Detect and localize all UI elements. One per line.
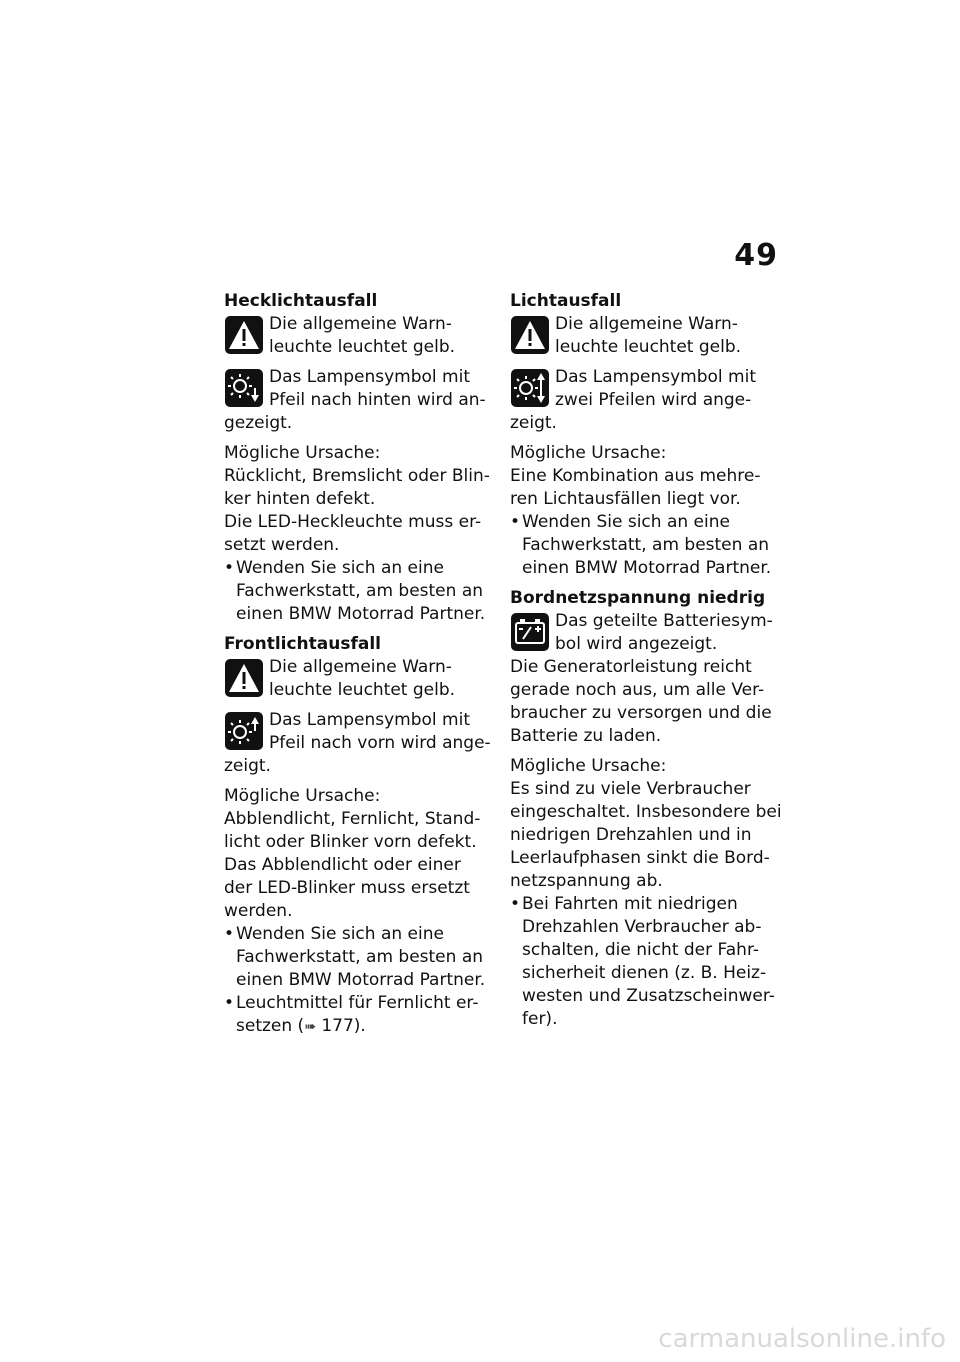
lamp-block <box>224 366 492 435</box>
lamp-arrow-rear-icon <box>225 369 263 407</box>
battery-split-icon <box>511 613 549 651</box>
description-text: Die Generatorleistung reicht gerade noch aus, um alle Ver-braucher zu versorgen und die Batterie zu laden. <box>510 657 772 746</box>
warning-triangle-icon <box>225 659 263 697</box>
section-title: Bordnetzspannung niedrig <box>510 588 766 608</box>
cause-text: Es sind zu viele Verbraucher eingeschaltet. Insbesondere bei niedrigen Drehzahlen und in Leerlaufphasen sinkt die Bord-netzspannung ab. <box>510 779 782 891</box>
cause-text: Eine Kombination aus mehre-ren Lichtausfällen liegt vor. <box>510 466 761 509</box>
note-text: Das Abblendlicht oder einer der LED-Blinker muss ersetzt werden. <box>224 855 470 921</box>
section-low-voltage <box>510 587 782 1031</box>
bullet-list <box>510 893 782 1031</box>
bullet-list <box>224 923 492 1039</box>
lamp-text: Das Lampensymbol mit Pfeil nach hinten wird an-gezeigt. <box>224 367 486 433</box>
warning-block <box>224 656 492 702</box>
lamp-text: Das Lampensymbol mit Pfeil nach vorn wird ange-zeigt. <box>224 710 491 776</box>
ref-prefix: Leuchtmittel für Fernlicht er-setzen ( <box>236 993 479 1036</box>
warning-text: Die allgemeine Warn-leuchte leuchtet gelb. <box>269 657 456 700</box>
battery-text: Das geteilte Batteriesym-bol wird angezeigt. <box>555 611 773 654</box>
cause-label: Mögliche Ursache: <box>224 443 381 463</box>
battery-block <box>510 610 782 656</box>
section-rear-light <box>224 290 492 626</box>
section-title: Lichtausfall <box>510 291 622 311</box>
cause-label: Mögliche Ursache: <box>224 786 381 806</box>
lamp-text: Das Lampensymbol mit zwei Pfeilen wird ange-zeigt. <box>510 367 756 433</box>
section-front-light <box>224 633 492 1039</box>
page-reference-arrow-icon[interactable]: ➠ <box>304 1019 316 1035</box>
lamp-two-arrows-icon <box>511 369 549 407</box>
bullet-list <box>510 511 782 580</box>
list-item: • Wenden Sie sich an eine Fachwerkstatt, am besten an einen BMW Motorrad Partner. <box>224 557 492 626</box>
section-title: Hecklichtausfall <box>224 291 378 311</box>
right-column <box>510 290 782 1031</box>
cause-label: Mögliche Ursache: <box>510 756 667 776</box>
left-column <box>224 290 492 1039</box>
bullet-list <box>224 557 492 626</box>
warning-block <box>510 313 782 359</box>
warning-text: Die allgemeine Warn-leuchte leuchtet gelb. <box>269 314 456 357</box>
cause-text: Rücklicht, Bremslicht oder Blin-ker hinten defekt. <box>224 466 490 509</box>
list-item <box>224 992 492 1039</box>
lamp-block <box>510 366 782 435</box>
warning-triangle-icon <box>511 316 549 354</box>
lamp-arrow-front-icon <box>225 712 263 750</box>
page-reference[interactable]: 177). <box>315 1016 366 1036</box>
warning-text: Die allgemeine Warn-leuchte leuchtet gelb. <box>555 314 742 357</box>
page-number: 49 <box>734 238 778 273</box>
list-item: • Wenden Sie sich an eine Fachwerkstatt, am besten an einen BMW Motorrad Partner. <box>224 923 492 992</box>
note-text: Die LED-Heckleuchte muss er-setzt werden. <box>224 512 482 555</box>
watermark: carmanualsonline.info <box>658 1324 946 1354</box>
list-item: • Wenden Sie sich an eine Fachwerkstatt, am besten an einen BMW Motorrad Partner. <box>510 511 782 580</box>
lamp-block <box>224 709 492 778</box>
cause-text: Abblendlicht, Fernlicht, Stand-licht oder Blinker vorn defekt. <box>224 809 481 852</box>
cause-label: Mögliche Ursache: <box>510 443 667 463</box>
list-item: • Bei Fahrten mit niedrigen Drehzahlen Verbraucher ab-schalten, die nicht der Fahr-sicherheit dienen (z. B. Heiz-westen und Zusatzscheinwer-fer). <box>510 893 782 1031</box>
section-title: Frontlichtausfall <box>224 634 381 654</box>
warning-triangle-icon <box>225 316 263 354</box>
warning-block <box>224 313 492 359</box>
section-light-failure <box>510 290 782 580</box>
